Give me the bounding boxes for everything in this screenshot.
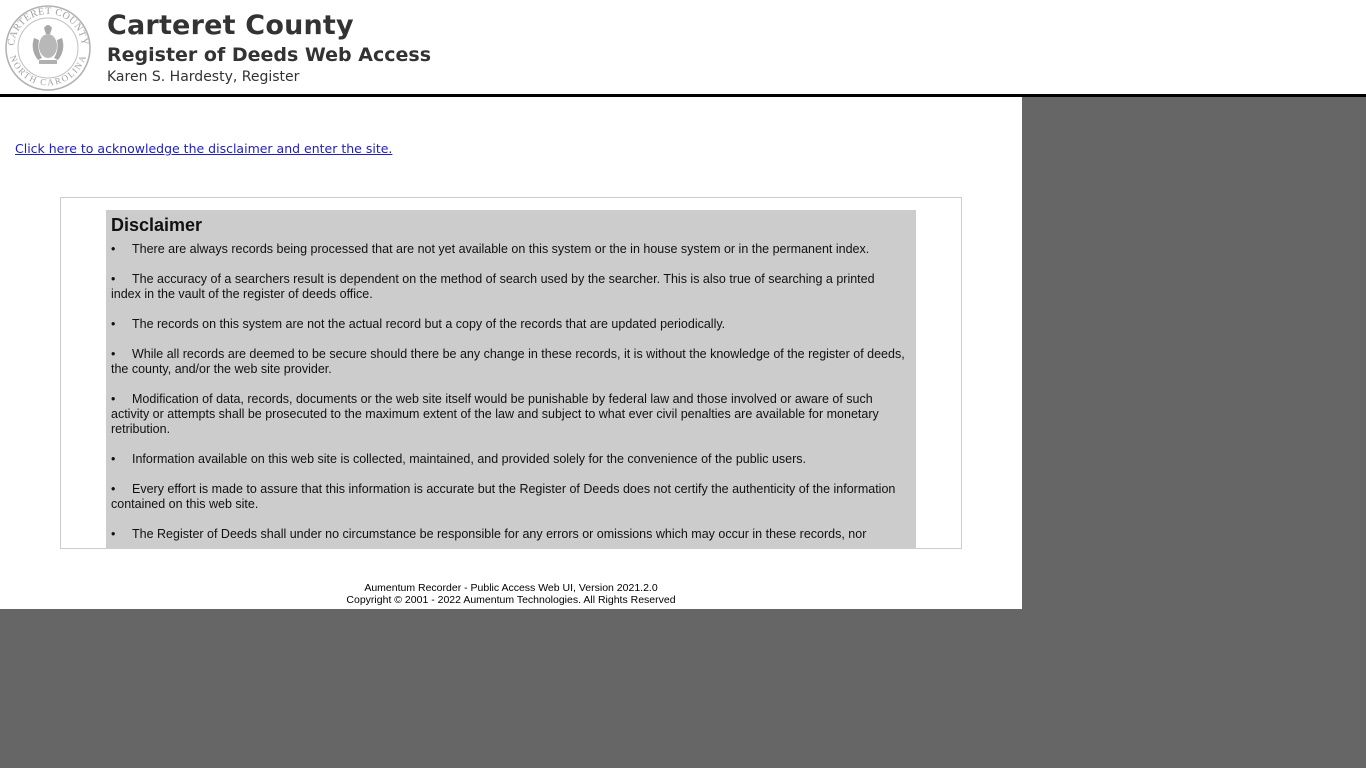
bullet-icon: • (111, 242, 116, 256)
site-subtitle: Register of Deeds Web Access (107, 44, 432, 66)
version-text: Aumentum Recorder - Public Access Web UI, Version 2021.2.0 (364, 582, 658, 594)
register-name: Karen S. Hardesty, Register (107, 69, 300, 85)
disclaimer-item: • The records on this system are not the actual record but a copy of the records that are updated periodically. (111, 317, 726, 331)
bullet-icon: • (111, 317, 116, 331)
page-footer (0, 582, 1022, 606)
disclaimer-panel (106, 210, 916, 549)
disclaimer-item: • The accuracy of a searchers result is dependent on the method of search used by the searcher. This is also true of searching a printed index in the vault of the register of deeds office. (111, 272, 875, 301)
bullet-icon: • (111, 482, 116, 496)
copyright-text: Copyright © 2001 - 2022 Aumentum Technologies. All Rights Reserved (346, 594, 676, 606)
county-title: Carteret County (107, 10, 354, 41)
disclaimer-item: • Information available on this web site is collected, maintained, and provided solely for the convenience of the public users. (111, 452, 806, 466)
disclaimer-item: • Every effort is made to assure that this information is accurate but the Register of Deeds does not certify the authenticity of the information contained on this web site. (111, 482, 896, 511)
header-titles (107, 10, 431, 87)
county-seal-icon (4, 4, 92, 92)
main-content (0, 97, 1022, 609)
disclaimer-item: • There are always records being processed that are not yet available on this system or the in house system or in the permanent index. (111, 242, 870, 256)
bullet-icon: • (111, 272, 116, 286)
svg-text:NORTH CAROLINA: NORTH CAROLINA (8, 53, 88, 88)
bullet-icon: • (111, 452, 116, 466)
bullet-icon: • (111, 347, 116, 361)
disclaimer-item: • Modification of data, records, documents or the web site itself would be punishable by federal law and those involved or aware of such activity or attempts shall be prosecuted to the maximum extent of the law and subject to what ever civil penalties are available for monetary retribution. (111, 392, 879, 436)
disclaimer-heading: Disclaimer (111, 215, 203, 235)
site-header (0, 0, 1366, 97)
svg-text:CARTERET COUNTY: CARTERET COUNTY (5, 5, 91, 47)
bullet-icon: • (111, 527, 116, 541)
acknowledge-disclaimer-link[interactable]: Click here to acknowledge the disclaimer and enter the site. (15, 141, 393, 156)
disclaimer-item: • The Register of Deeds shall under no circumstance be responsible for any errors or omissions which may occur in these records, nor (111, 527, 867, 541)
disclaimer-item: • While all records are deemed to be secure should there be any change in these records, it is without the knowledge of the register of deeds, the county, and/or the web site provider. (111, 347, 905, 376)
disclaimer-frame[interactable] (60, 197, 962, 549)
bullet-icon: • (111, 392, 116, 406)
